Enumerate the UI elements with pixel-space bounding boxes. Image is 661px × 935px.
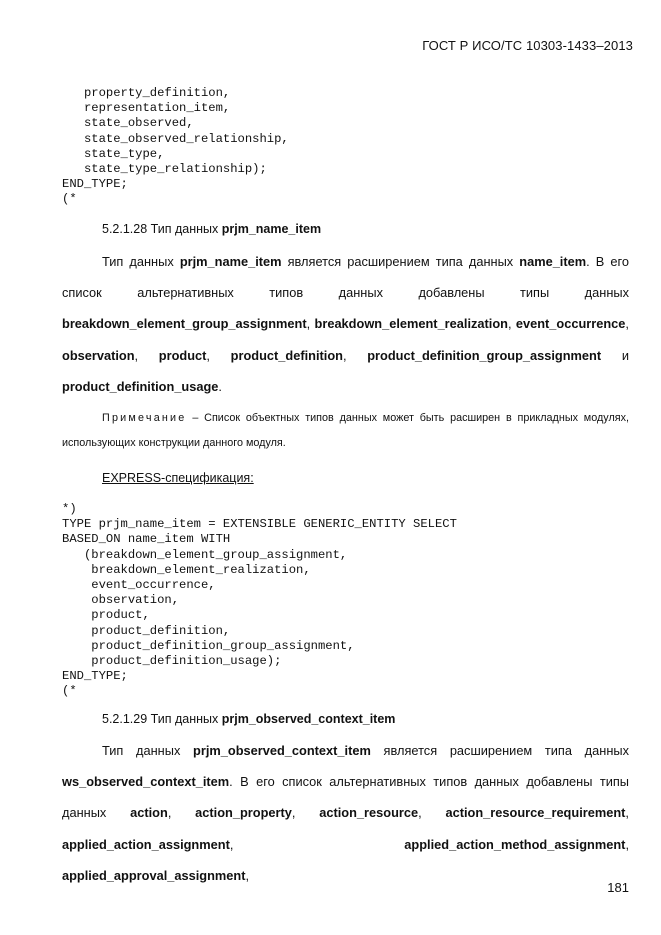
section-heading-5-2-1-29 (102, 712, 395, 726)
type-name: prjm_observed_context_item (193, 743, 371, 758)
code-line: state_observed, (62, 116, 194, 131)
code-line: END_TYPE; (62, 669, 128, 684)
code-block-type-end (62, 86, 289, 208)
page-header: ГОСТ Р ИСО/ТС 10303-1433–2013 (422, 38, 633, 53)
text-run: , (245, 867, 250, 883)
note-paragraph (62, 406, 629, 456)
text-run: , (291, 805, 320, 821)
code-line: property_definition, (62, 86, 231, 100)
code-line: breakdown_element_realization, (62, 562, 311, 577)
code-line: *) (62, 502, 77, 516)
text-run: , (625, 836, 629, 852)
code-line: state_observed_relationship, (62, 131, 289, 146)
text-run: . В его список альтернативных типов данных добавлены типы данных (62, 774, 629, 821)
type-name: ws_observed_context_item (62, 774, 230, 790)
paragraph-prjm-name-item (62, 246, 629, 402)
paragraph-prjm-observed-context-item (62, 735, 629, 891)
heading-type-name: prjm_observed_context_item (221, 712, 396, 726)
heading-prefix: 5.2.1.29 Тип данных (102, 712, 222, 726)
code-line: TYPE prjm_name_item = EXTENSIBLE GENERIC_ENTITY SELECT (62, 517, 457, 532)
type-name: name_item (519, 254, 587, 269)
type-name: action_property (195, 805, 292, 821)
type-name: action_resource (319, 805, 419, 821)
type-name: observation (62, 347, 135, 363)
type-name: applied_approval_assignment (62, 867, 246, 883)
code-line: state_type_relationship); (62, 162, 267, 177)
heading-prefix: 5.2.1.28 Тип данных (102, 222, 222, 236)
text-run: , (418, 805, 446, 821)
text-run: , (167, 805, 196, 821)
type-name: breakdown_element_realization (314, 316, 508, 332)
type-name: prjm_name_item (179, 254, 282, 269)
heading-type-name: prjm_name_item (221, 222, 322, 236)
code-line: observation, (62, 593, 180, 608)
text-run: является расширением типа данных (281, 254, 520, 269)
type-name: action_resource_requirement (445, 805, 626, 821)
text-run: Тип данных (102, 743, 194, 758)
type-name: applied_action_method_assignment (404, 836, 626, 852)
type-name: breakdown_element_group_assignment (62, 316, 307, 332)
text-run: . (218, 378, 222, 394)
text-run: , (625, 805, 629, 821)
text-run: , (625, 316, 629, 332)
code-line: product, (62, 608, 150, 623)
code-line: representation_item, (62, 101, 231, 116)
type-name: product_definition_group_assignment (367, 347, 602, 363)
code-line: product_definition_usage); (62, 654, 282, 669)
code-line: state_type, (62, 146, 165, 161)
section-heading-5-2-1-28 (102, 222, 321, 236)
type-name: action (130, 805, 168, 821)
type-name: product (158, 347, 207, 363)
code-line: BASED_ON name_item WITH (62, 532, 231, 547)
text-run: , (229, 836, 405, 852)
code-line: product_definition_group_assignment, (62, 638, 355, 653)
express-specification-label: EXPRESS-спецификация: (102, 471, 254, 485)
type-name: event_occurrence (515, 316, 626, 332)
text-run: , (342, 347, 368, 363)
text-run: , (134, 347, 159, 363)
type-name: product_definition (230, 347, 343, 363)
code-line: (breakdown_element_group_assignment, (62, 547, 348, 562)
code-line: (* (62, 192, 77, 207)
type-name: product_definition_usage (62, 378, 219, 394)
text-run: и (601, 347, 629, 363)
page-number: 181 (607, 880, 629, 895)
text-run: , (306, 316, 315, 332)
text-run: Тип данных (102, 254, 180, 269)
code-line: event_occurrence, (62, 578, 216, 593)
code-block-express (62, 502, 457, 700)
note-label: Примечание (102, 412, 187, 424)
text-run: , (206, 347, 231, 363)
note-text: – Список объектных типов данных может быть расширен в прикладных модулях, использующих конструкции данного модуля. (62, 412, 629, 449)
type-name: applied_action_assignment (62, 836, 230, 852)
code-line: product_definition, (62, 623, 231, 638)
code-line: (* (62, 684, 77, 699)
code-line: END_TYPE; (62, 177, 128, 192)
text-run: . В его список альтернативных типов данных добавлены типы данных (62, 254, 629, 301)
text-run: , (507, 316, 516, 332)
text-run: является расширением типа данных (370, 743, 629, 758)
